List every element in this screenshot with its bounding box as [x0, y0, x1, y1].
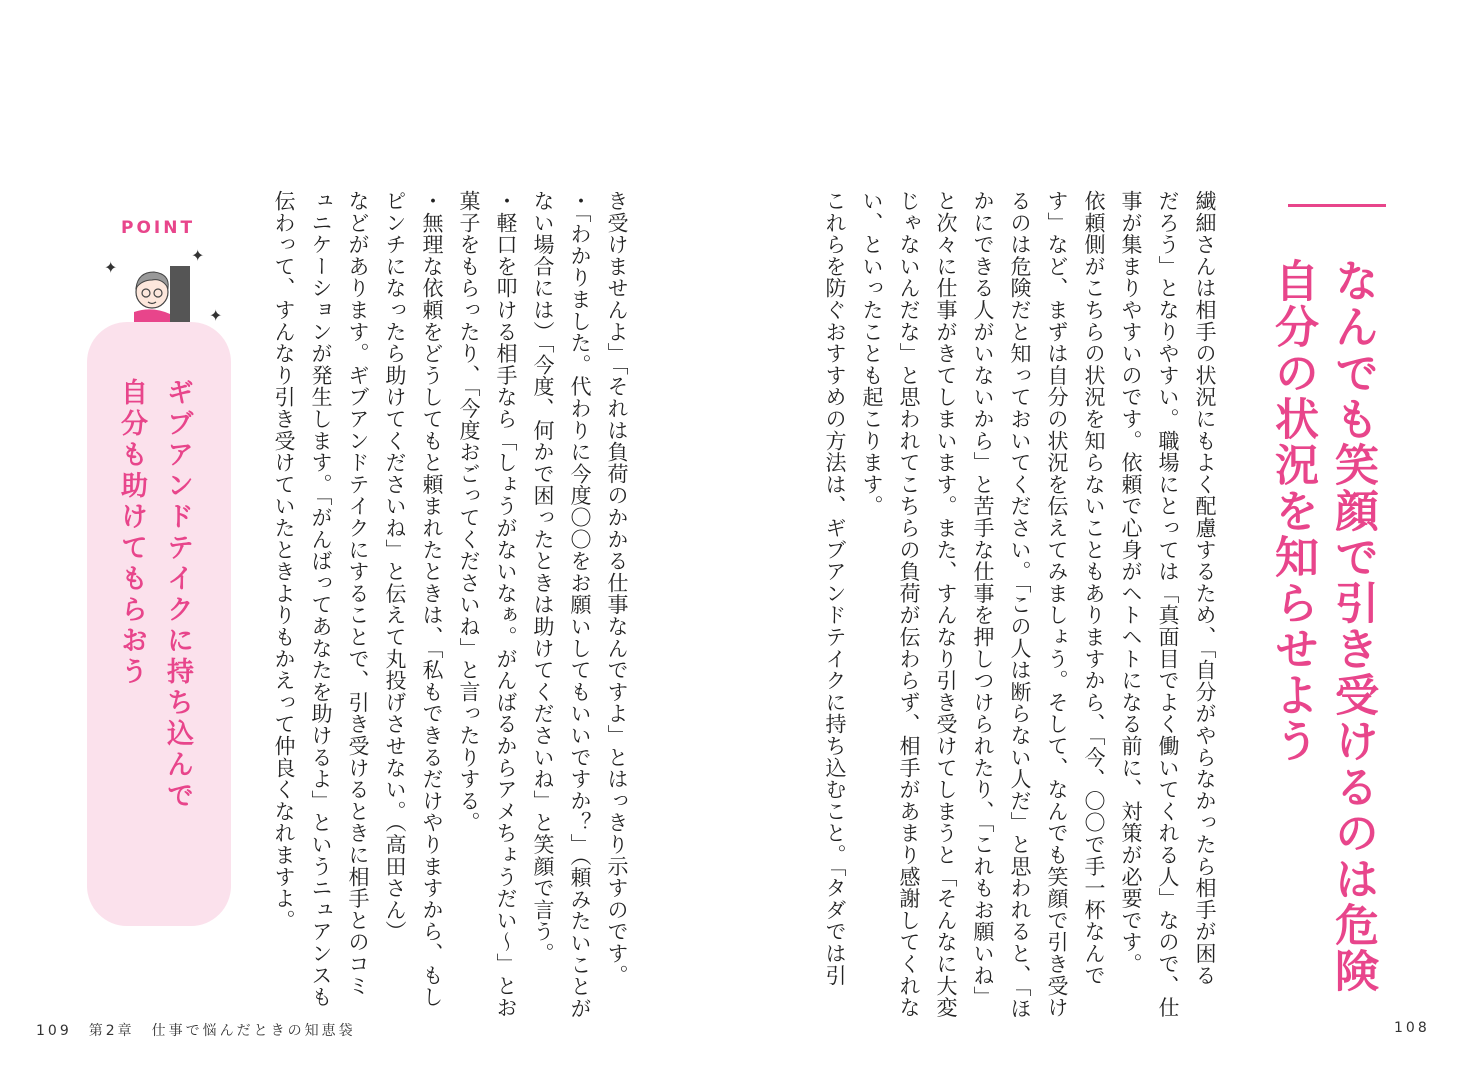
body-column: これらを防ぐおすすめの方法は、ギブアンドテイクに持ち込むこと。「タダでは引	[823, 190, 847, 987]
page-title-line-1: なんでも笑顔で引き受けるのは危険	[1327, 258, 1378, 994]
point-label: POINT	[121, 218, 196, 238]
body-column: と次々に仕事がきてしまいます。また、すんなり引き受けてしまうと「そんなに大変	[934, 190, 958, 1019]
body-column: 繊細さんは相手の状況にもよく配慮するため、「自分がやらなかったら相手が困る	[1193, 190, 1217, 987]
body-column: き受けませんよ」「それは負荷のかかる仕事なんですよ」とはっきり示すのです。	[605, 190, 629, 987]
body-column: などがあります。ギブアンドテイクにすることで、引き受けるときに相手とのコミ	[346, 190, 370, 997]
sparkle-icon: ✦	[104, 258, 118, 277]
body-column: かにできる人がいないから」と苦手な仕事を押しつけられたり、「これもお願いね」	[971, 190, 995, 1008]
sparkle-icon: ✦	[209, 306, 223, 325]
point-text-line-1: ギブアンドテイクに持ち込んで	[162, 378, 193, 812]
footer-page-number-left: 109 第2章 仕事で悩んだときの知恵袋	[36, 1023, 356, 1039]
bullet-column: ピンチになったら助けてくださいね」と伝えて丸投げさせない。（高田さん）	[383, 190, 407, 943]
body-column: 事が集まりやすいのです。依頼で心身がヘトヘトになる前に、対策が必要です。	[1119, 190, 1143, 975]
bullet-column: ない場合には）「今度、何かで困ったときは助けてくださいね」と笑顔で言う。	[531, 190, 555, 965]
body-column: 伝わって、すんなり引き受けていたときよりもかえって仲良くなれますよ。	[272, 190, 296, 932]
bullet-column: ・無理な依頼をどうしてもと頼まれたときは、「私もできるだけやりますから、もし	[420, 190, 444, 1008]
body-column: ュニケーションが発生します。「がんばってあなたを助けるよ」というニュアンスも	[309, 190, 333, 1008]
bullet-column: ・軽口を叩ける相手なら「しょうがないなぁ。がんばるからアメちょうだい〜」とお	[494, 190, 518, 1019]
bullet-column: 菓子をもらったり、「今度おごってくださいね」と言ったりする。	[457, 190, 481, 834]
page-title-line-2: 自分の状況を知らせよう	[1267, 258, 1318, 764]
body-column: す」など、まずは自分の状況を伝えてみましょう。そして、なんでも笑顔で引き受け	[1045, 190, 1069, 1019]
body-column: るのは危険だと知っておいてください。「この人は断らない人だ」と思われると、「ほ	[1008, 190, 1032, 1020]
title-rule	[1288, 204, 1386, 207]
body-column: 依頼側がこちらの状況を知らないこともありますから、「今、〇〇で手一杯なんで	[1082, 190, 1106, 987]
footer-page-number-right: 108	[1394, 1020, 1430, 1036]
body-column: じゃないんだな」と思われてこちらの負荷が伝わらず、相手があまり感謝してくれな	[897, 190, 921, 1019]
bullet-column: ・「わかりました。代わりに今度〇〇をお願いしてもいいですか？」（頼みたいことが	[568, 190, 592, 1020]
sparkle-icon: ✦	[191, 246, 205, 265]
body-column: だろう」となりやすい。職場にとっては「真面目でよく働いてくれる人」なので、仕	[1156, 190, 1180, 1019]
point-text-line-2: 自分も助けてもらおう	[116, 378, 147, 688]
point-box	[87, 322, 231, 926]
body-column: い、といったことも起こります。	[860, 190, 884, 517]
